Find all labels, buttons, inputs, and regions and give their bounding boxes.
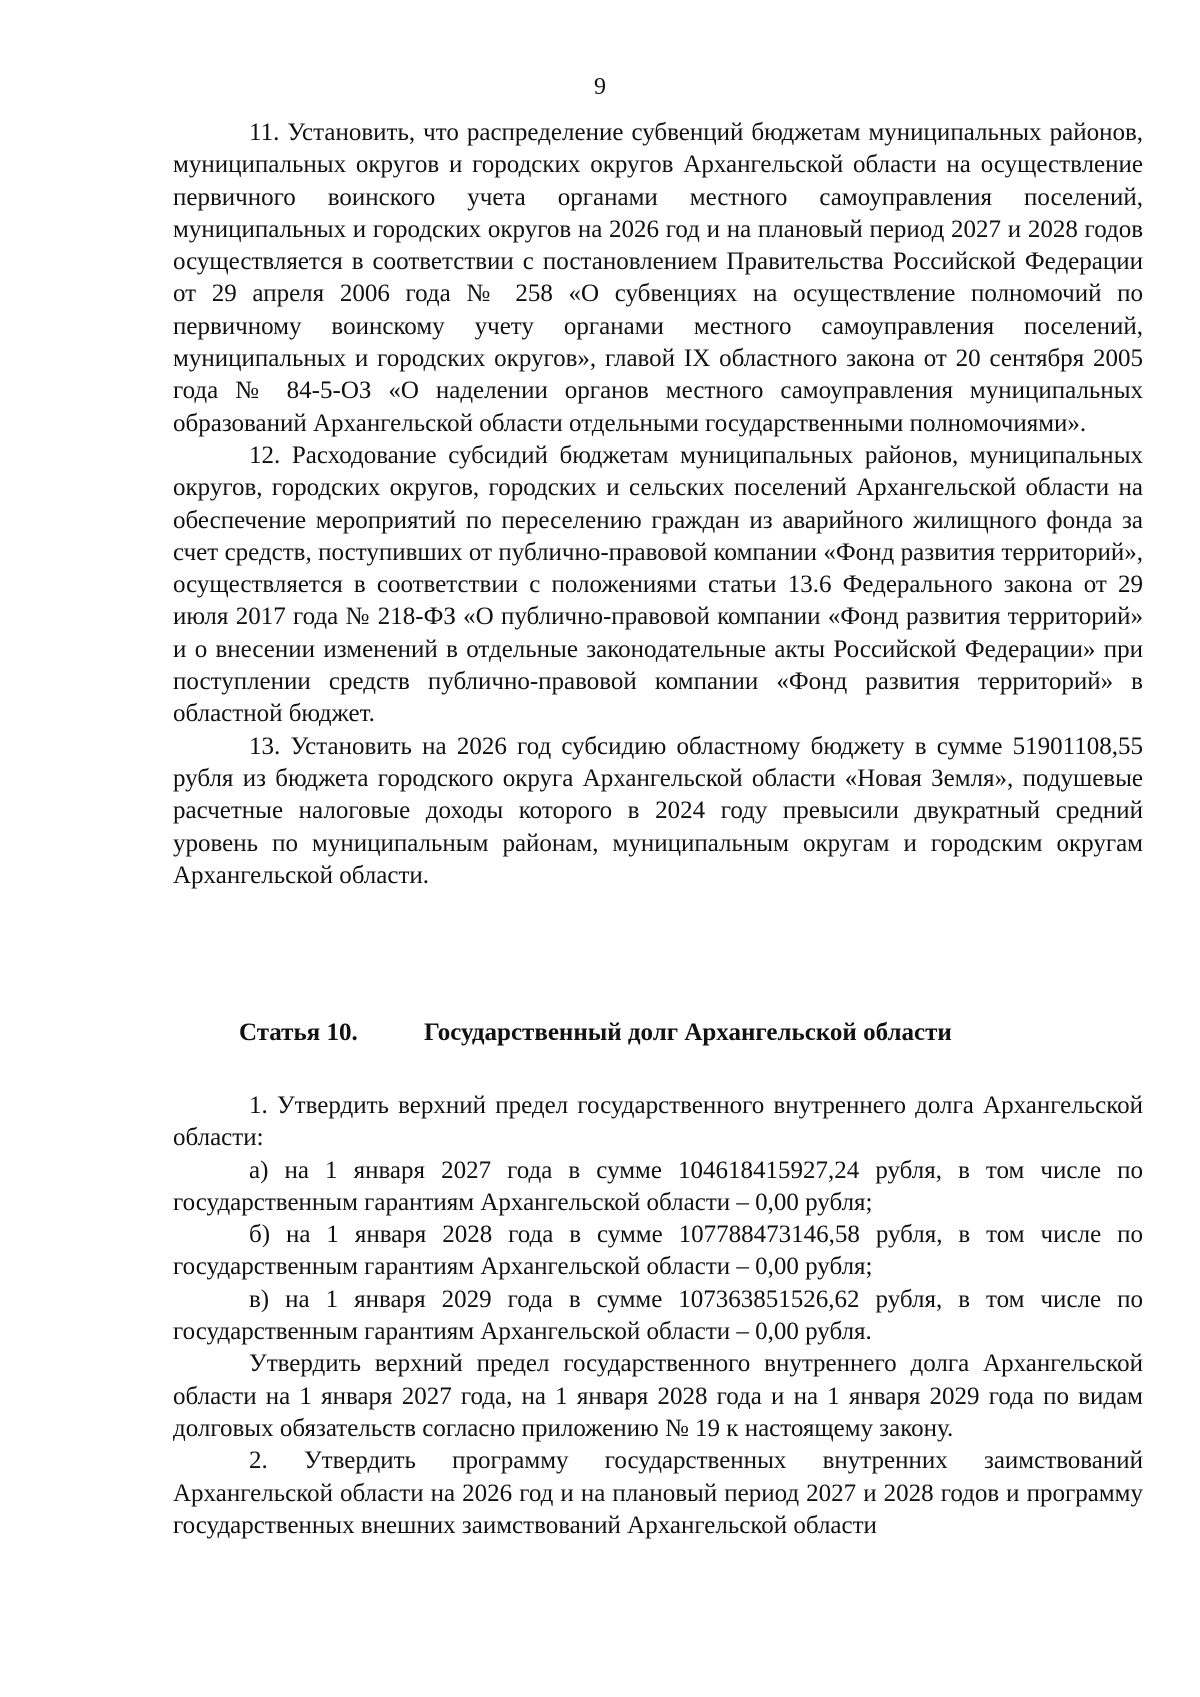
subparagraph-v: в) на 1 января 2029 года в сумме 107363851526,62 рубля, в том числе по государственным гарантиям Архангельской области – 0,00 рубля. xyxy=(173,1285,1143,1346)
paragraph-12: 12. Расходование субсидий бюджетам муниципальных районов, муниципальных округов, городских округов, городских и сельских поселений Архангельской области на обеспечение мероприятий по переселению граждан из аварийного жилищного фонда за счет средств, поступивших от публично-правовой компании «Фонд развития территорий», осуществляется в соответствии с положениями статьи 13.6 Федерального закона от 29 июля 2017 года № 218-ФЗ «О публично-правовой компании «Фонд развития территорий» и о внесении изменений в отдельные законодательные акты Российской Федерации» при поступлении средств публично-правовой компании «Фонд развития территорий» в областной бюджет. xyxy=(173,441,1143,728)
article-9-continuation xyxy=(173,117,1143,892)
article-number: Статья 10. xyxy=(239,1019,358,1046)
article-10-body xyxy=(173,1090,1143,1542)
paragraph-11: 11. Установить, что распределение субвенций бюджетам муниципальных районов, муниципальных округов и городских округов Архангельской области на осуществление первичного воинского учета органами местного самоуправления поселений, муниципальных и городских округов на 2026 год и на плановый период 2027 и 2028 годов осуществляется в соответствии с постановлением Правительства Российской Федерации от 29 апреля 2006 года № 258 «О субвенциях на осуществление полномочий по первичному воинскому учету органами местного самоуправления поселений, муниципальных и городских округов», главой IX областного закона от 20 сентября 2005 года № 84-5-ОЗ «О наделении органов местного самоуправления муниципальных образований Архангельской области отдельными государственными полномочиями». xyxy=(173,119,1143,437)
article-title: Государственный долг Архангельской области xyxy=(424,1019,952,1046)
subparagraph-b: б) на 1 января 2028 года в сумме 107788473146,58 рубля, в том числе по государственным гарантиям Архангельской области – 0,00 рубля; xyxy=(173,1221,1143,1281)
paragraph-13: 13. Установить на 2026 год субсидию областному бюджету в сумме 51901108,55 рубля из бюджета городского округа Архангельской области «Новая Земля», подушевые расчетные налоговые доходы которого в 2024 году превысили двукратный средний уровень по муниципальным районам, муниципальным округам и городским округам Архангельской области. xyxy=(173,732,1143,889)
paragraph-2: 2. Утвердить программу государственных внутренних заимствований Архангельской области на 2026 год и на плановый период 2027 и 2028 годов и программу государственных внешних заимствований Архангельской области xyxy=(173,1447,1143,1539)
article-heading xyxy=(239,1017,1143,1049)
subparagraph-a: а) на 1 января 2027 года в сумме 104618415927,24 рубля, в том числе по государственным гарантиям Архангельской области – 0,00 рубля; xyxy=(173,1156,1143,1216)
paragraph-debt-by-type: Утвердить верхний предел государственного внутреннего долга Архангельской области на 1 января 2027 года, на 1 января 2028 года и на 1 января 2029 года по видам долговых обязательств согласно приложению № 19 к настоящему закону. xyxy=(173,1350,1143,1442)
page-number: 9 xyxy=(594,74,606,100)
paragraph-1: 1. Утвердить верхний предел государственного внутреннего долга Архангельской области: xyxy=(173,1092,1143,1152)
